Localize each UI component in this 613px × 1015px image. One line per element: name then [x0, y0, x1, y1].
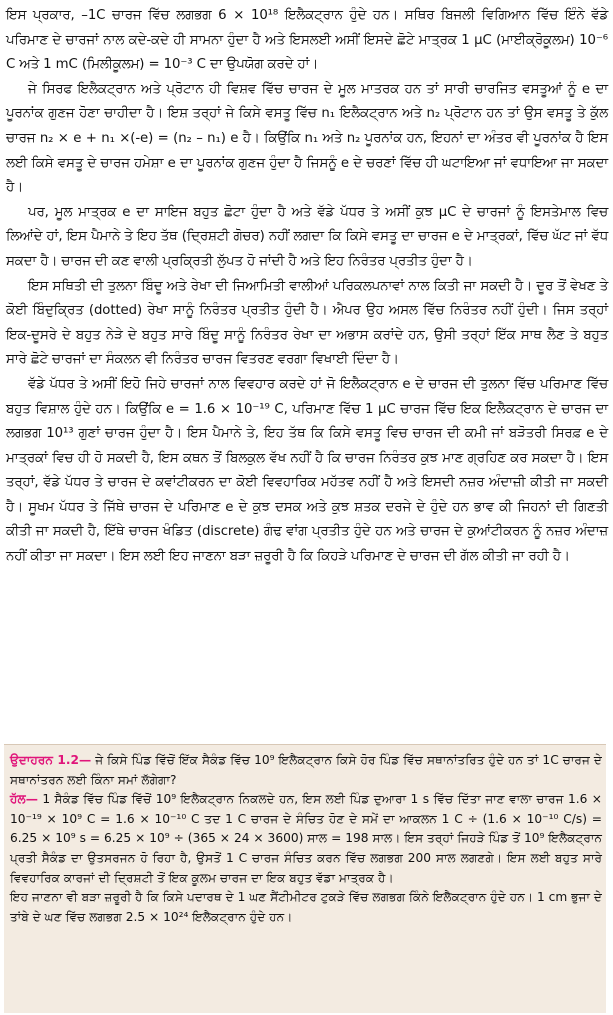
paragraph-3: ਪਰ, ਮੂਲ ਮਾਤ੍ਰਕ e ਦਾ ਸਾਇਜ ਬਹੁਤ ਛੋਟਾ ਹੁੰਦਾ ਹੈ ਅਤੇ ਵੱਡੇ ਪੱਧਰ ਤੇ ਅਸੀਂ ਕੁਝ μC ਦੇ ਚਾਰਜਾਂ ਨੂੰ ਇਸਤੇਮਾਲ ਵਿਚ ਲਿਆਂਦੇ ਹਾਂ, ਇਸ ਪੈਮਾਨੇ ਤੇ ਇਹ ਤੱਥ (ਦ੍ਰਿਸ਼ਟੀ ਗੋਚਰ) ਨਹੀਂ ਲਗਦਾ ਕਿ ਕਿਸੇ ਵਸਤੂ ਦਾ ਚਾਰਜ e ਦੇ ਮਾਤ੍ਰਕਾਂ, ਵਿੱਚ ਘੱਟ ਜਾਂ ਵੱਧ ਸਕਦਾ ਹੈ। ਚਾਰਜ ਦੀ ਕਣ ਵਾਲੀ ਪ੍ਰਕ੍ਰਿਤੀ ਲੁੱਪਤ ਹੋ ਜਾਂਦੀ ਹੈ ਅਤੇ ਇਹ ਨਿਰੰਤਰ ਪ੍ਰਤੀਤ ਹੁੰਦਾ ਹੈ।	[6, 204, 608, 269]
example-question-text: ਜੇ ਕਿਸੇ ਪਿੰਡ ਵਿੱਚੋਂ ਇੱਕ ਸੈਕੰਡ ਵਿੱਚ 10⁹ ਇਲੈਕਟ੍ਰਾਨ ਕਿਸੇ ਹੋਰ ਪਿੰਡ ਵਿੱਚ ਸਥਾਨਾਂਤਰਿਤ ਹੁੰਦੇ ਹਨ ਤਾਂ 1C ਚਾਰਜ ਦੇ ਸਥਾਨਾਂਤਰਨ ਲਈ ਕਿੰਨਾ ਸਮਾਂ ਲੱਗੇਗਾ?	[10, 753, 603, 787]
solution-text: 1 ਸੈਕੰਡ ਵਿੱਚ ਪਿੰਡ ਵਿੱਚੋਂ 10⁹ ਇਲੈਕਟ੍ਰਾਨ ਨਿਕਲਦੇ ਹਨ, ਇਸ ਲਈ ਪਿੰਡ ਦੁਆਰਾ 1 s ਵਿੱਚ ਦਿੱਤਾ ਜਾਣ ਵਾਲਾ ਚਾਰਜ 1.6 × 10⁻¹⁹ × 10⁹ C = 1.6 × 10⁻¹⁰ C ਤਦ 1 C ਚਾਰਜ ਦੇ ਸੰਚਿਤ ਹੋਣ ਦੇ ਸਮੇਂ ਦਾ ਆਕਲਨ 1 C ÷ (1.6 × 10⁻¹⁰ C/s) = 6.25 × 10⁹ s = 6.25 × 10⁹ ÷ (365 × 24 × 3600) ਸਾਲ = 198 ਸਾਲ। ਇਸ ਤਰ੍ਹਾਂ ਜਿਹੜੇ ਪਿੰਡ ਤੋਂ 10⁹ ਇਲੈਕਟ੍ਰਾਨ ਪ੍ਰਤੀ ਸੈਕੰਡ ਦਾ ਉਤਸਰਜਨ ਹੋ ਰਿਹਾ ਹੈ, ਉਸਤੋਂ 1 C ਚਾਰਜ ਸੰਚਿਤ ਕਰਨ ਵਿੱਚ ਲਗਭਗ 200 ਸਾਲ ਲਗਣਗੇ। ਇਸ ਲਈ ਬਹੁਤ ਸਾਰੇ ਵਿਵਹਾਰਿਕ ਕਾਰਜਾਂ ਦੀ ਦ੍ਰਿਸ਼ਟੀ ਤੋਂ ਇਕ ਕੂਲਮ ਚਾਰਜ ਦਾ ਇਕ ਬਹੁਤ ਵੱਡਾ ਮਾਤ੍ਰਕ ਹੈ।	[10, 792, 603, 885]
example-solution	[10, 790, 602, 888]
example-box	[4, 744, 606, 1013]
paragraph-5: ਵੱਡੇ ਪੱਧਰ ਤੇ ਅਸੀਂ ਇਹੋ ਜਿਹੇ ਚਾਰਜਾਂ ਨਾਲ ਵਿਵਹਾਰ ਕਰਦੇ ਹਾਂ ਜੋ ਇਲੈਕਟ੍ਰਾਨ e ਦੇ ਚਾਰਜ ਦੀ ਤੁਲਨਾ ਵਿੱਚ ਪਰਿਮਾਣ ਵਿੱਚ ਬਹੁਤ ਵਿਸ਼ਾਲ ਹੁੰਦੇ ਹਨ। ਕਿਉਂਕਿ e = 1.6 × 10⁻¹⁹ C, ਪਰਿਮਾਣ ਵਿੱਚ 1 μC ਚਾਰਜ ਵਿੱਚ ਇਕ ਇਲੈਕਟ੍ਰਾਨ ਦੇ ਚਾਰਜ ਦਾ ਲਗਭਗ 10¹³ ਗੁਣਾਂ ਚਾਰਜ ਹੁੰਦਾ ਹੈ। ਇਸ ਪੈਮਾਨੇ ਤੇ, ਇਹ ਤੱਥ ਕਿ ਕਿਸੇ ਵਸਤੂ ਵਿਚ ਚਾਰਜ ਦੀ ਕਮੀ ਜਾਂ ਬੜੋਤਰੀ ਸਿਰਫ਼ e ਦੇ ਮਾਤ੍ਰਕਾਂ ਵਿਚ ਹੀ ਹੋ ਸਕਦੀ ਹੈ, ਇਸ ਕਥਨ ਤੋਂ ਬਿਲਕੁਲ ਵੱਖ ਨਹੀਂ ਹੈ ਕਿ ਚਾਰਜ ਨਿਰੰਤਰ ਕੁਝ ਮਾਣ ਗ੍ਰਹਿਣ ਕਰ ਸਕਦਾ ਹੈ। ਇਸ ਤਰ੍ਹਾਂ, ਵੱਡੇ ਪੱਧਰ ਤੇ ਚਾਰਜ ਦੇ ਕਵਾਂਟੀਕਰਨ ਦਾ ਕੋਈ ਵਿਵਹਾਰਿਕ ਮਹੱਤਵ ਨਹੀਂ ਹੈ ਅਤੇ ਇਸਦੀ ਨਜ਼ਰ ਅੰਦਾਜ਼ੀ ਕੀਤੀ ਜਾ ਸਕਦੀ ਹੈ। ਸੂਖਮ ਪੱਧਰ ਤੇ ਜਿੱਥੇ ਚਾਰਜ ਦੇ ਪਰਿਮਾਣ e ਦੇ ਕੁਝ ਦਸਕ ਅਤੇ ਕੁਝ ਸ਼ਤਕ ਦਰਜੇ ਦੇ ਹੁੰਦੇ ਹਨ ਭਾਵ ਕੀ ਜਿਹਨਾਂ ਦੀ ਗਿਣਤੀ ਕੀਤੀ ਜਾ ਸਕਦੀ ਹੈ, ਇੱਥੇ ਚਾਰਜ ਖੰਡਿਤ (discrete) ਗੰਢ ਵਾਂਗ ਪ੍ਰਤੀਤ ਹੁੰਦੇ ਹਨ ਅਤੇ ਚਾਰਜ ਦੇ ਕੁਆਂਟੀਕਰਨ ਨੂੰ ਨਜ਼ਰ ਅੰਦਾਜ਼ ਨਹੀਂ ਕੀਤਾ ਜਾ ਸਕਦਾ। ਇਸ ਲਈ ਇਹ ਜਾਣਨਾ ਬੜਾ ਜ਼ਰੂਰੀ ਹੈ ਕਿ ਕਿਹੜੇ ਪਰਿਮਾਣ ਦੇ ਚਾਰਜ ਦੀ ਗੱਲ ਕੀਤੀ ਜਾ ਰਹੀ ਹੈ।	[6, 376, 608, 565]
solution-label: ਹੱਲ—	[10, 792, 38, 807]
example-label: ਉਦਾਹਰਨ 1.2—	[10, 753, 92, 767]
paragraph-4: ਇਸ ਸਥਿਤੀ ਦੀ ਤੁਲਨਾ ਬਿੰਦੂ ਅਤੇ ਰੇਖਾ ਦੀ ਜਿਆਮਿਤੀ ਵਾਲੀਆਂ ਪਰਿਕਲਪਨਾਵਾਂ ਨਾਲ ਕਿਤੀ ਜਾ ਸਕਦੀ ਹੈ। ਦੂਰ ਤੋਂ ਵੇਖਣ ਤੇ ਕੋਈ ਬਿੰਦੁਕ੍ਰਿਤ (dotted) ਰੇਖਾ ਸਾਨੂੰ ਨਿਰੰਤਰ ਪ੍ਰਤੀਤ ਹੁੰਦੀ ਹੈ। ਐਪਰ ਉਹ ਅਸਲ ਵਿੱਚ ਨਿਰੰਤਰ ਨਹੀਂ ਹੁੰਦੀ। ਜਿਸ ਤਰ੍ਹਾਂ ਇਕ-ਦੂਸਰੇ ਦੇ ਬਹੁਤ ਨੇੜੇ ਦੇ ਬਹੁਤ ਸਾਰੇ ਬਿੰਦੂ ਸਾਨੂੰ ਨਿਰੰਤਰ ਰੇਖਾ ਦਾ ਅਭਾਸ ਕਰਾਂਦੇ ਹਨ, ਉਸੀ ਤਰ੍ਹਾਂ ਇੱਕ ਸਾਥ ਲੈਣ ਤੇ ਬਹੁਤ ਸਾਰੇ ਛੋਟੇ ਚਾਰਜਾਂ ਦਾ ਸੰਕਲਨ ਵੀ ਨਿਰੰਤਰ ਚਾਰਜ ਵਿਤਰਣ ਵਰਗਾ ਵਿਖਾਈ ਦਿੰਦਾ ਹੈ।	[6, 278, 608, 368]
paragraph-2: ਜੇ ਸਿਰਫ ਇਲੈਕਟ੍ਰਾਨ ਅਤੇ ਪ੍ਰੋਟਾਨ ਹੀ ਵਿਸ਼ਵ ਵਿੱਚ ਚਾਰਜ ਦੇ ਮੂਲ ਮਾਤਰਕ ਹਨ ਤਾਂ ਸਾਰੀ ਚਾਰਜਿਤ ਵਸਤੂਆਂ ਨੂੰ e ਦਾ ਪੂਰਨਾਂਕ ਗੁਣਜ ਹੋਣਾ ਚਾਹੀਦਾ ਹੈ। ਇਸ਼ ਤਰ੍ਹਾਂ ਜੇ ਕਿਸੇ ਵਸਤੂ ਵਿੱਚ n₁ ਇਲੈਕਟ੍ਰਾਨ ਅਤੇ n₂ ਪ੍ਰੋਟਾਨ ਹਨ ਤਾਂ ਉਸ ਵਸਤੂ ਤੇ ਕੁੱਲ ਚਾਰਜ n₂ × e + n₁ ×(-e) = (n₂ – n₁) e ਹੈ। ਕਿਉਂਕਿ n₁ ਅਤੇ n₂ ਪੂਰਨਾਂਕ ਹਨ, ਇਹਨਾਂ ਦਾ ਅੰਤਰ ਵੀ ਪੂਰਨਾਂਕ ਹੈ ਇਸ ਲਈ ਕਿਸੇ ਵਸਤੂ ਦੇ ਚਾਰਜ ਹਮੇਸ਼ਾ e ਦਾ ਪੂਰਨਾਂਕ ਗੁਣਜ ਹੁੰਦਾ ਹੈ ਜਿਸਨੂੰ e ਦੇ ਚਰਣਾਂ ਵਿੱਚ ਹੀ ਘਟਾਇਆ ਜਾਂ ਵਧਾਇਆ ਜਾ ਸਕਦਾ ਹੈ।	[6, 81, 608, 196]
paragraph-1: ਇਸ ਪ੍ਰਕਾਰ, –1C ਚਾਰਜ ਵਿੱਚ ਲਗਭਗ 6 × 10¹⁸ ਇਲੈਕਟ੍ਰਾਨ ਹੁੰਦੇ ਹਨ। ਸਥਿਰ ਬਿਜਲੀ ਵਿਗਿਆਨ ਵਿੱਚ ਇੰਨੇ ਵੱਡੇ ਪਰਿਮਾਣ ਦੇ ਚਾਰਜਾਂ ਨਾਲ ਕਦੇ-ਕਦੇ ਹੀ ਸਾਮਨਾ ਹੁੰਦਾ ਹੈ ਅਤੇ ਇਸਲਈ ਅਸੀਂ ਇਸਦੇ ਛੋਟੇ ਮਾਤ੍ਰਕ 1 μC (ਮਾਈਕ੍ਰੋਕੂਲਮ) 10⁻⁶ C ਅਤੇ 1 mC (ਮਿਲੀਕੂਲਮ) = 10⁻³ C ਦਾ ਉਪਯੋਗ ਕਰਦੇ ਹਾਂ।	[6, 8, 608, 73]
main-text	[6, 4, 608, 570]
example-note: ਇਹ ਜਾਣਨਾ ਵੀ ਬੜਾ ਜ਼ਰੂਰੀ ਹੈ ਕਿ ਕਿਸੇ ਪਦਾਰਥ ਦੇ 1 ਘਣ ਸੈਂਟੀਮੀਟਰ ਟੁਕੜੇ ਵਿੱਚ ਲਗਭਗ ਕਿੰਨੇ ਇਲੈਕਟ੍ਰਾਨ ਹੁੰਦੇ ਹਨ। 1 cm ਭੁਜਾ ਦੇ ਤਾਂਬੇ ਦੇ ਘਣ ਵਿੱਚ ਲਗਭਗ 2.5 × 10²⁴ ਇਲੈਕਟ੍ਰਾਨ ਹੁੰਦੇ ਹਨ।	[10, 890, 602, 924]
example-question	[10, 751, 602, 790]
